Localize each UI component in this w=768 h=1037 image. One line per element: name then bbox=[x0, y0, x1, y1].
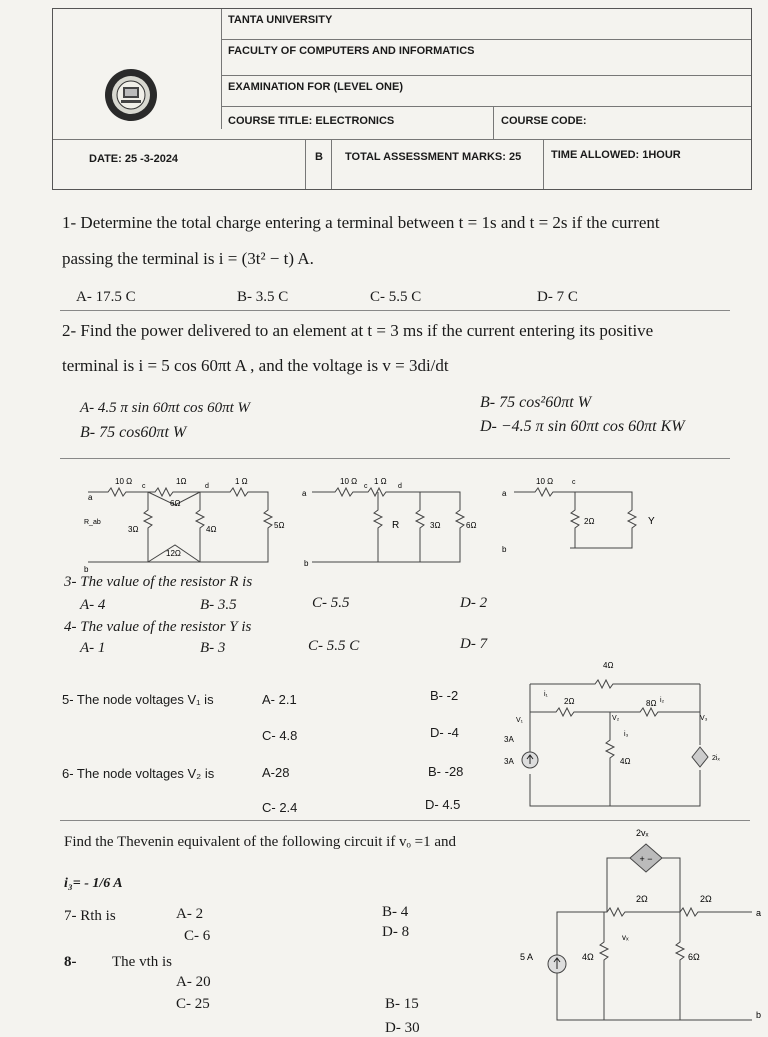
resistor-label: 6Ω bbox=[466, 521, 477, 530]
resistor-label: 2Ω bbox=[700, 894, 712, 904]
q4-option-a: A- 1 bbox=[80, 640, 106, 656]
resistor-label: 12Ω bbox=[166, 549, 181, 558]
source-label: 3A bbox=[504, 735, 514, 744]
resistor-label: 1 Ω bbox=[235, 477, 248, 486]
node-label: c bbox=[142, 483, 146, 490]
q5-option-b: B- -2 bbox=[430, 688, 459, 703]
circuit-diagram-2 bbox=[300, 470, 480, 575]
thevenin-line1: Find the Thevenin equivalent of the following circuit if vₒ =1 and bbox=[64, 834, 456, 850]
q6-option-d: D- 4.5 bbox=[425, 797, 461, 812]
q5-text: 5- The node voltages V₁ is bbox=[62, 692, 214, 707]
resistor-label: 3Ω bbox=[128, 525, 139, 534]
q3-option-b: B- 3.5 bbox=[200, 597, 237, 613]
q7-option-d: D- 8 bbox=[382, 924, 410, 940]
node-label: d bbox=[398, 483, 402, 490]
current-label: i₃ bbox=[624, 731, 629, 738]
resistor-label: Y bbox=[648, 516, 655, 527]
q4-text: 4- The value of the resistor Y is bbox=[64, 619, 252, 635]
university-logo bbox=[103, 67, 159, 123]
q8-option-b: B- 15 bbox=[385, 996, 419, 1012]
q2-option-a: A- 4.5 π sin 60πt cos 60πt W bbox=[80, 400, 251, 416]
q3-text: 3- The value of the resistor R is bbox=[64, 574, 253, 590]
course-code: COURSE CODE: bbox=[501, 115, 587, 127]
q2-option-b: B- 75 cos²60πt W bbox=[480, 394, 592, 411]
node-label: d bbox=[205, 483, 209, 490]
q5-option-d: D- -4 bbox=[430, 725, 459, 740]
q6-option-b: B- -28 bbox=[428, 764, 464, 779]
node-label: b bbox=[84, 565, 89, 574]
q2-option-b2: B- 75 cos60πt W bbox=[80, 424, 187, 441]
source-label: 2vₓ bbox=[636, 828, 649, 838]
q2-line2: terminal is i = 5 cos 60πt A , and the voltage is v = 3di/dt bbox=[62, 356, 449, 375]
resistor-label: 10 Ω bbox=[340, 477, 358, 486]
voltage-label: vₓ bbox=[622, 933, 629, 942]
q6-option-a: A-28 bbox=[262, 765, 290, 780]
resistor-label: 4Ω bbox=[603, 661, 614, 670]
resistor-label: 6Ω bbox=[170, 499, 181, 508]
resistor-label: 10 Ω bbox=[115, 477, 133, 486]
total-marks: TOTAL ASSESSMENT MARKS: 25 bbox=[345, 151, 522, 163]
node-label: a bbox=[302, 489, 307, 498]
resistor-label: 10 Ω bbox=[536, 477, 554, 486]
q7-option-b: B- 4 bbox=[382, 904, 409, 920]
divider bbox=[60, 820, 750, 821]
exam-model: B bbox=[315, 151, 323, 163]
q2-option-d: D- −4.5 π sin 60πt cos 60πt KW bbox=[480, 418, 685, 435]
exam-date: DATE: 25 -3-2024 bbox=[89, 153, 179, 165]
q6-text: 6- The node voltages V₂ is bbox=[62, 766, 215, 781]
q4-option-c: C- 5.5 C bbox=[308, 638, 360, 654]
q7-option-c: C- 6 bbox=[184, 928, 211, 944]
resistor-label: 2Ω bbox=[564, 697, 575, 706]
node-label: c bbox=[364, 483, 368, 490]
resistor-label: 1Ω bbox=[176, 477, 187, 486]
node-label: a bbox=[502, 489, 507, 498]
node-label: b bbox=[502, 545, 507, 554]
source-label: 5 A bbox=[520, 952, 534, 962]
current-label: i₂ bbox=[660, 697, 665, 704]
q1-option-c: C- 5.5 C bbox=[370, 289, 422, 305]
q1-option-d: D- 7 C bbox=[537, 289, 578, 305]
node-label: a bbox=[88, 493, 93, 502]
q5-option-c: C- 4.8 bbox=[262, 728, 298, 743]
exam-level: EXAMINATION FOR (LEVEL ONE) bbox=[228, 81, 403, 93]
divider bbox=[60, 310, 730, 311]
resistor-label: 4Ω bbox=[206, 525, 217, 534]
resistor-label: 5Ω bbox=[274, 521, 285, 530]
plus-minus-icon: + − bbox=[639, 854, 653, 864]
current-label: i₁ bbox=[544, 691, 548, 698]
resistor-label: 4Ω bbox=[582, 952, 594, 962]
resistor-label: 2Ω bbox=[584, 517, 595, 526]
q2-line1: 2- Find the power delivered to an element at t = 3 ms if the current entering its positive bbox=[62, 321, 654, 340]
source-label: 3A bbox=[504, 757, 514, 766]
q4-option-b: B- 3 bbox=[200, 640, 226, 656]
q1-option-b: B- 3.5 C bbox=[237, 289, 289, 305]
divider bbox=[60, 458, 730, 459]
q3-option-d: D- 2 bbox=[460, 595, 488, 611]
university-name: TANTA UNIVERSITY bbox=[228, 14, 333, 26]
source-label: 2iₓ bbox=[712, 755, 720, 762]
thevenin-line2: i₃= - 1/6 A bbox=[64, 876, 123, 891]
node-label: V₂ bbox=[612, 715, 620, 722]
resistor-label: 8Ω bbox=[646, 699, 657, 708]
resistor-label: 6Ω bbox=[688, 952, 700, 962]
q1-option-a: A- 17.5 C bbox=[76, 289, 136, 305]
resistor-label: 4Ω bbox=[620, 757, 631, 766]
resistor-label: R bbox=[392, 520, 400, 531]
rab-label: R_ab bbox=[84, 519, 101, 526]
faculty-name: FACULTY OF COMPUTERS AND INFORMATICS bbox=[228, 45, 475, 57]
q8-option-d: D- 30 bbox=[385, 1020, 420, 1036]
node-label: c bbox=[572, 479, 576, 486]
circuit-diagram-4 bbox=[500, 660, 730, 815]
resistor-label: 2Ω bbox=[636, 894, 648, 904]
q8-option-a: A- 20 bbox=[176, 974, 211, 990]
node-label: b bbox=[756, 1010, 762, 1020]
q8-number: 8- bbox=[64, 954, 77, 970]
course-title: COURSE TITLE: ELECTRONICS bbox=[228, 115, 395, 127]
resistor-label: 3Ω bbox=[430, 521, 441, 530]
q8-text: The vth is bbox=[112, 954, 172, 970]
time-allowed: TIME ALLOWED: 1HOUR bbox=[551, 149, 681, 161]
q7-option-a: A- 2 bbox=[176, 906, 204, 922]
circuit-diagram-1 bbox=[80, 470, 300, 580]
node-label: V₃ bbox=[700, 715, 708, 722]
q3-option-c: C- 5.5 bbox=[312, 595, 350, 611]
circuit-diagram-5 bbox=[512, 822, 762, 1022]
q7-text: 7- Rth is bbox=[64, 908, 116, 924]
node-label: b bbox=[304, 559, 309, 568]
q3-option-a: A- 4 bbox=[80, 597, 106, 613]
circuit-diagram-3 bbox=[500, 470, 670, 570]
q5-option-a: A- 2.1 bbox=[262, 692, 297, 707]
node-label: V₁ bbox=[516, 717, 524, 724]
q4-option-d: D- 7 bbox=[460, 636, 488, 652]
exam-header bbox=[52, 8, 752, 190]
q6-option-c: C- 2.4 bbox=[262, 800, 298, 815]
q1-line2: passing the terminal is i = (3t² − t) A. bbox=[62, 249, 314, 268]
resistor-label: 1 Ω bbox=[374, 477, 387, 486]
q1-line1: 1- Determine the total charge entering a terminal between t = 1s and t = 2s if the current bbox=[62, 213, 660, 232]
q8-option-c: C- 25 bbox=[176, 996, 210, 1012]
node-label: a bbox=[756, 908, 762, 918]
